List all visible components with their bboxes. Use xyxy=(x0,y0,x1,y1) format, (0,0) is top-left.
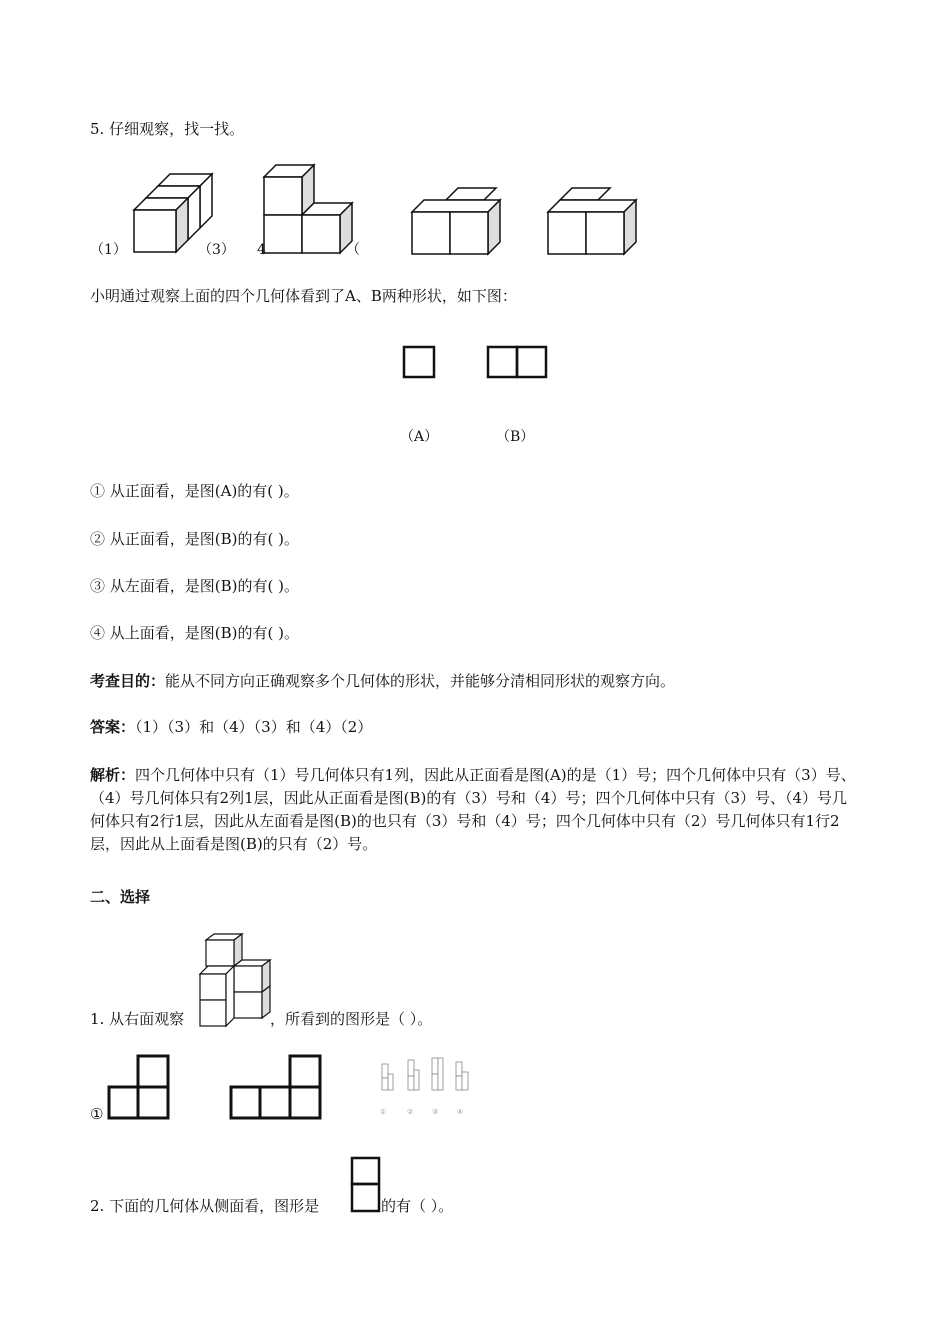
analysis-text: 四个几何体中只有（1）号几何体只有1列，因此从正面看是图(A)的是（1）号；四个几何体中只有（3）号、（4）号几何体只有2列1层，因此从正面看是图(B)的有（3）号和（4）号；四个几何体中只有（3）号、（4）号几何体只有2行1层，因此从左面看是图(B)的也只有（3）号和（4）号；四个几何体中只有（2）号几何体只有1行2层，因此从上面看是图(B)的只有（2）号。 xyxy=(90,766,856,853)
q1-suffix: ，所看到的图形是（ ）。 xyxy=(270,1010,433,1028)
shape-a-label: （A） xyxy=(400,429,439,445)
q1-small-label-3: ③ xyxy=(432,1108,439,1116)
q5-item-4: ④ 从上面看，是图(B)的有( )。 xyxy=(90,624,299,642)
fig-label-1: （1） xyxy=(90,242,127,258)
answer-label: 答案： xyxy=(90,718,136,736)
q2-prefix: 2. 下面的几何体从侧面看，图形是 xyxy=(90,1197,320,1215)
fig-label-3: （3） xyxy=(198,242,235,258)
q5-item-1: ① 从正面看，是图(A)的有( )。 xyxy=(90,482,299,500)
fig-label-extra: （ xyxy=(346,242,360,258)
solid-figure-4 xyxy=(546,186,646,258)
analysis xyxy=(90,764,860,856)
q1-solid-figure xyxy=(198,932,272,1028)
shape-b-label: （B） xyxy=(496,429,535,445)
purpose-text: 能从不同方向正确观察多个几何体的形状，并能够分清相同形状的观察方向。 xyxy=(165,672,676,690)
answer xyxy=(90,717,372,737)
q5-item-3: ③ 从左面看，是图(B)的有( )。 xyxy=(90,577,299,595)
q2-side-view-shape xyxy=(350,1156,382,1214)
solid-figure-3 xyxy=(410,186,510,258)
purpose xyxy=(90,671,675,691)
section-heading: 二、选择 xyxy=(90,888,151,906)
purpose-label: 考查目的： xyxy=(90,672,166,690)
q1-small-label-4: ④ xyxy=(457,1108,464,1116)
q1-option-1-shape xyxy=(107,1054,171,1120)
shape-b xyxy=(486,345,548,379)
q1-prefix: 1. 从右面观察 xyxy=(90,1010,185,1028)
q1-option-1-label: ① xyxy=(90,1105,104,1123)
fig-label-4: 4 xyxy=(257,242,266,258)
analysis-label: 解析： xyxy=(90,766,136,784)
q1-small-label-1: ① xyxy=(380,1108,387,1116)
q1-option-2-shape xyxy=(229,1054,323,1120)
solid-figure-2 xyxy=(262,163,357,258)
q1-small-label-2: ② xyxy=(407,1108,414,1116)
q5-item-2: ② 从正面看，是图(B)的有( )。 xyxy=(90,530,299,548)
q5-intro: 小明通过观察上面的四个几何体看到了A、B两种形状，如下图： xyxy=(90,287,517,305)
q2-suffix: 的有（ ）。 xyxy=(381,1197,454,1215)
answer-text: （1）（3）和（4）（3）和（4）（2） xyxy=(135,718,373,736)
q5-title: 5. 仔细观察，找一找。 xyxy=(90,120,245,138)
shape-a xyxy=(402,345,436,379)
